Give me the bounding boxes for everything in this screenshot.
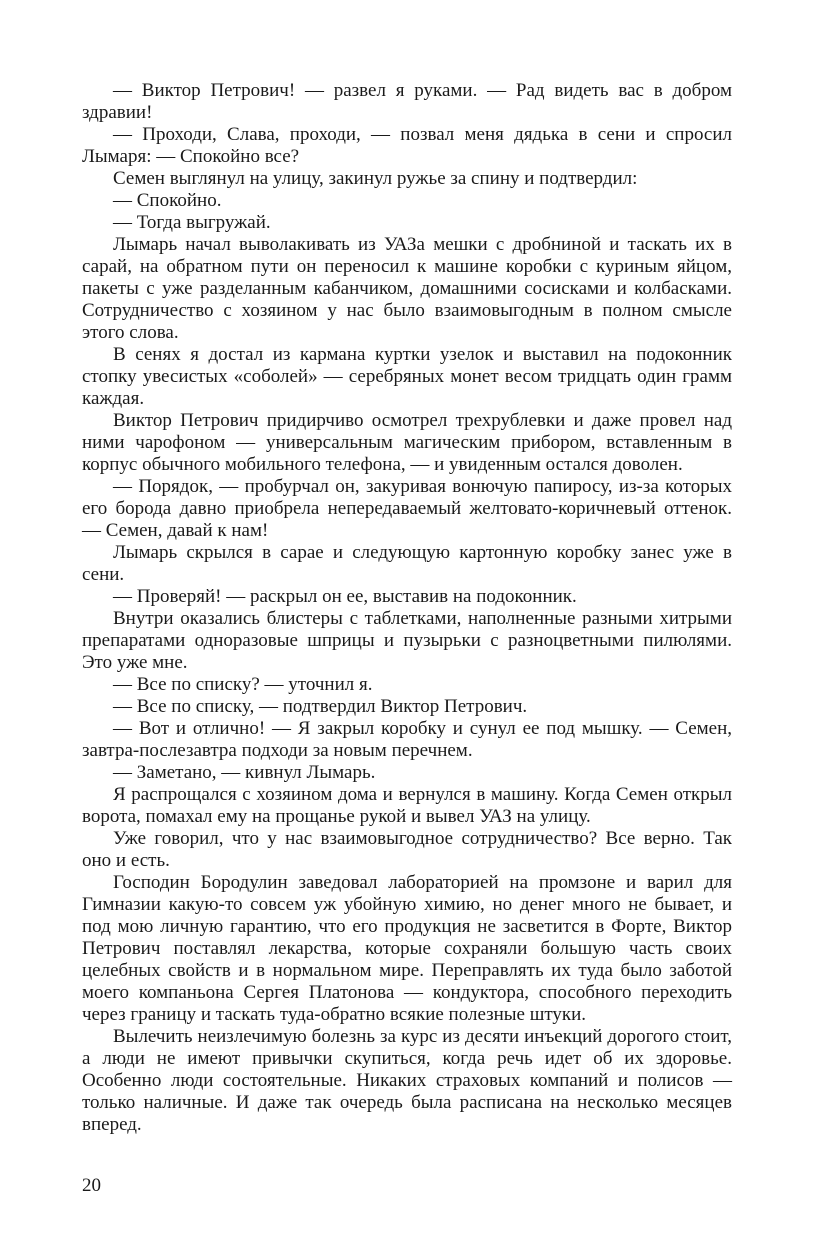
- paragraph: — Все по списку? — уточнил я.: [113, 674, 373, 695]
- paragraph: — Все по списку, — подтвердил Виктор Петрович.: [113, 696, 528, 717]
- paragraph: — Проходи, Слава, проходи, — позвал меня дядька в сени и спросил Лымаря: — Спокойно все?: [82, 124, 732, 167]
- paragraph: Господин Бородулин заведовал лабораторией на промзоне и варил для Гимназии какую-то совсем уж убойную химию, но денег много не бывает, и под мою личную гарантию, что его продукция не засветится в Форте, Виктор Петрович поставлял лекарства, которые сохраняли большую часть своих целебных свойств и в нормальном мире. Переправлять их туда было заботой моего компаньона Сергея Платонова — кондуктора, способного переходить через границу и таскать туда-обратно всякие полезные штуки.: [82, 872, 732, 1025]
- paragraph: Уже говорил, что у нас взаимовыгодное сотрудничество? Все верно. Так оно и есть.: [82, 828, 732, 871]
- paragraph: — Спокойно.: [113, 190, 222, 211]
- paragraph: — Проверяй! — раскрыл он ее, выставив на подоконник.: [113, 586, 577, 607]
- paragraph: — Порядок, — пробурчал он, закуривая вонючую папиросу, из-за которых его борода давно приобрела непередаваемый желтовато-коричневый оттенок. — Семен, давай к нам!: [82, 476, 732, 541]
- paragraph: Я распрощался с хозяином дома и вернулся в машину. Когда Семен открыл ворота, помахал ему на прощанье рукой и вывел УАЗ на улицу.: [82, 784, 732, 827]
- paragraph: Виктор Петрович придирчиво осмотрел трехрублевки и даже провел над ними чарофоном — универсальным магическим прибором, вставленным в корпус обычного мобильного телефона, — и увиденным остался доволен.: [82, 410, 732, 475]
- paragraph: Вылечить неизлечимую болезнь за курс из десяти инъекций дорогого стоит, а люди не имеют привычки скупиться, когда речь идет об их здоровье. Особенно люди состоятельные. Никаких страховых компаний и полисов — только наличные. И даже так очередь была расписана на несколько месяцев вперед.: [82, 1026, 732, 1135]
- paragraph: Семен выглянул на улицу, закинул ружье за спину и подтвердил:: [113, 168, 638, 189]
- paragraph: Внутри оказались блистеры с таблетками, наполненные разными хитрыми препаратами одноразовые шприцы и пузырьки с разноцветными пилюлями. Это уже мне.: [82, 608, 732, 673]
- paragraph: — Вот и отлично! — Я закрыл коробку и сунул ее под мышку. — Семен, завтра-послезавтра подходи за новым перечнем.: [82, 718, 732, 761]
- paragraph: — Заметано, — кивнул Лымарь.: [113, 762, 376, 783]
- paragraph: Лымарь начал выволакивать из УАЗа мешки с дробниной и таскать их в сарай, на обратном пути он переносил к машине коробки с куриным яйцом, пакеты с уже разделанным кабанчиком, домашними сосисками и колбасками. Сотрудничество с хозяином у нас было взаимовыгодным в полном смысле этого слова.: [82, 234, 732, 343]
- paragraph: — Виктор Петрович! — развел я руками. — Рад видеть вас в добром здравии!: [82, 80, 732, 123]
- paragraph: В сенях я достал из кармана куртки узелок и выставил на подоконник стопку увесистых «соболей» — серебряных монет весом тридцать один грамм каждая.: [82, 344, 732, 409]
- paragraph: Лымарь скрылся в сарае и следующую картонную коробку занес уже в сени.: [82, 542, 732, 585]
- page-number: 20: [82, 1175, 101, 1196]
- page-body: [82, 80, 732, 1136]
- paragraph: — Тогда выгружай.: [113, 212, 271, 233]
